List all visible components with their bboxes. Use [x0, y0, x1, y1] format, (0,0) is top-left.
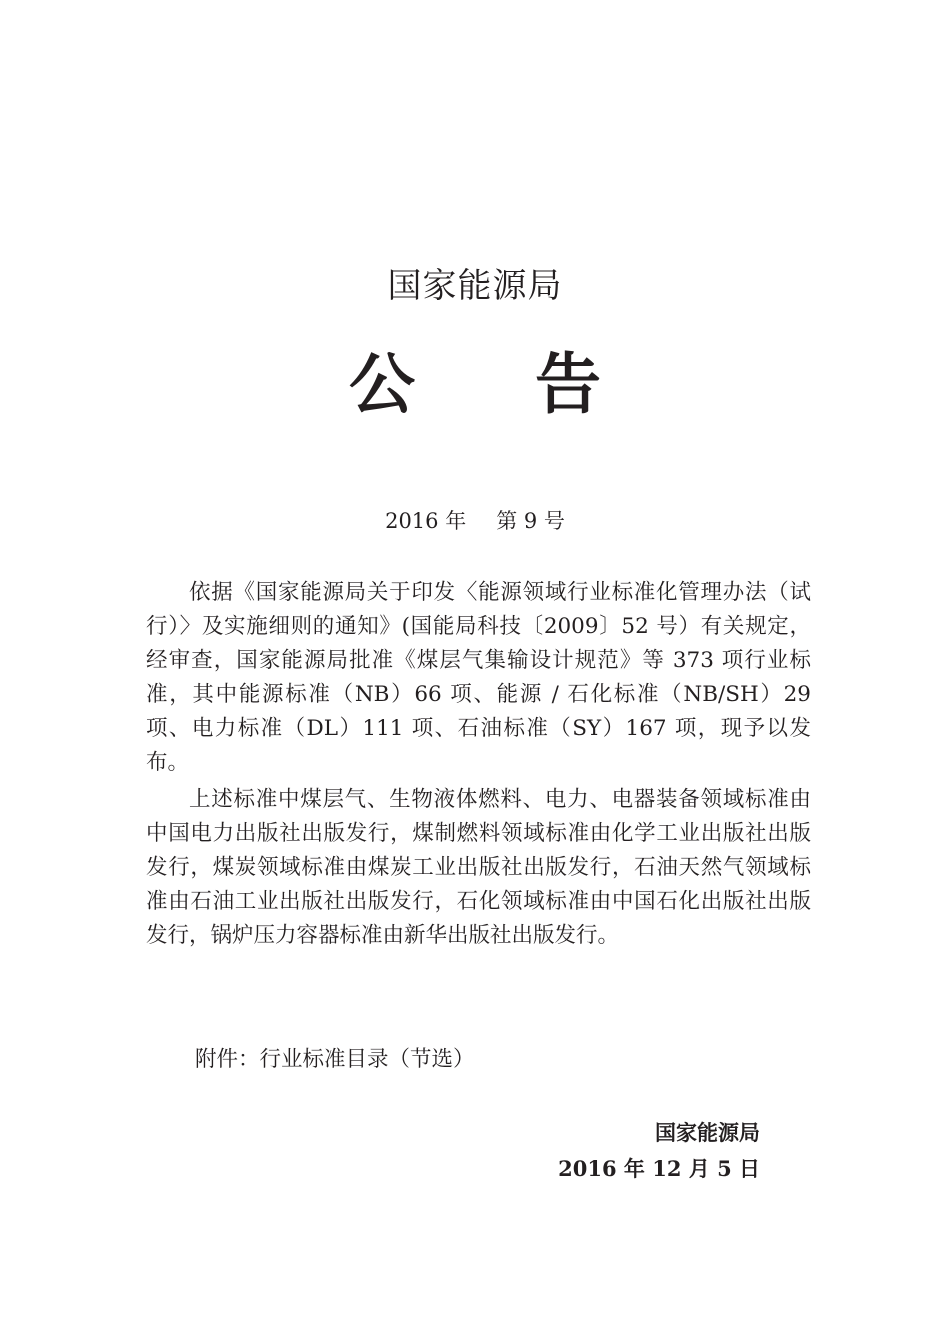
signature-organization: 国家能源局 [655, 1121, 760, 1145]
issue-number: 第 9 号 [496, 509, 565, 533]
issue-year: 2016 年 [385, 509, 467, 533]
body-paragraph-2: 上述标准中煤层气、生物液体燃料、电力、电器装备领域标准由中国电力出版社出版发行，煤制燃料领域标准由化学工业出版社出版发行，煤炭领域标准由煤炭工业出版社出版发行，石油天然气领域标准由石油工业出版社出版发行，石化领域标准由中国石化出版社出版发行，锅炉压力容器标准由新华出版社出版发行。 [146, 787, 811, 948]
body-paragraph-1: 依据《国家能源局关于印发〈能源领域行业标准化管理办法（试行）〉及实施细则的通知》(国能局科技〔2009〕52 号）有关规定，经审查，国家能源局批准《煤层气集输设计规范》等 373 项行业标准，其中能源标准（NB）66 项、能源 / 石化标准（NB/SH）29 项、电力标准（DL）111 项、石油标准（SY）167 项，现予以发布。 [146, 580, 811, 775]
issue-number-line [0, 505, 950, 537]
notice-body [146, 576, 811, 956]
notice-title-char-2: 告 [535, 346, 601, 423]
notice-title [0, 340, 950, 430]
issuing-agency: 国家能源局 [387, 266, 563, 306]
signature-date: 2016 年 12 月 5 日 [558, 1156, 760, 1181]
attachment-note: 附件：行业标准目录（节选） [195, 1047, 475, 1072]
notice-title-char-1: 公 [349, 346, 415, 423]
